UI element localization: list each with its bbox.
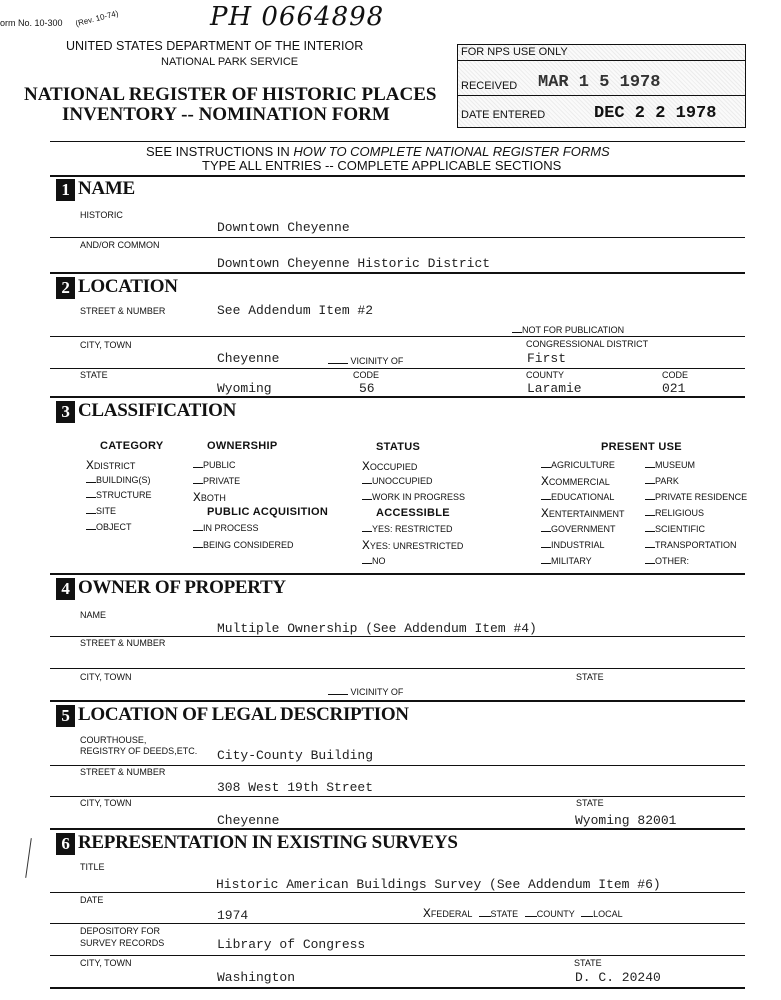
checkmark: X — [193, 490, 201, 505]
section-5-heading — [56, 704, 409, 727]
survey-title-value: Historic American Buildings Survey (See Addendum Item #6) — [216, 877, 661, 892]
option-state: STATE — [490, 909, 519, 919]
section-1-title: NAME — [78, 178, 135, 199]
county-code-label: CODE — [662, 370, 689, 380]
ownership-both — [193, 490, 226, 505]
header-rule — [50, 141, 745, 142]
courthouse-value: City-County Building — [217, 748, 374, 763]
checkmark: X — [362, 459, 370, 474]
blank — [645, 499, 655, 500]
legal-state-value: Wyoming 82001 — [575, 813, 677, 828]
county-value: Laramie — [527, 381, 582, 396]
received-stamp: MAR 1 5 1978 — [538, 73, 661, 92]
street-label: STREET & NUMBER — [80, 306, 166, 316]
status-heading: STATUS — [376, 441, 421, 453]
category-district — [86, 458, 135, 473]
instructions-line2: TYPE ALL ENTRIES -- COMPLETE APPLICABLE SECTIONS — [202, 158, 562, 173]
use-park — [645, 476, 679, 486]
checkmark: X — [362, 538, 370, 553]
blank — [362, 483, 372, 484]
section-1-heading — [56, 178, 135, 201]
blank — [193, 483, 203, 484]
ownership-private — [193, 476, 240, 486]
blank — [362, 499, 372, 500]
use-museum — [645, 460, 695, 470]
access-no — [362, 556, 386, 566]
rule — [50, 955, 745, 956]
survey-city-value: Washington — [217, 970, 296, 985]
status-work-in-progress — [362, 492, 465, 502]
owner-vicinity — [328, 687, 403, 697]
access-unrestricted — [362, 538, 463, 553]
category-site — [86, 506, 116, 516]
blank — [541, 467, 551, 468]
option-label: WORK IN PROGRESS — [372, 492, 466, 502]
legal-street-label: STREET & NUMBER — [80, 767, 166, 777]
section-6-rule — [50, 828, 745, 830]
section-4-rule — [50, 573, 745, 575]
blank — [479, 916, 491, 917]
section-1-rule — [50, 175, 745, 177]
option-label: UNOCCUPIED — [372, 476, 433, 486]
option-label: PRIVATE RESIDENCE — [655, 492, 748, 502]
option-label: TRANSPORTATION — [655, 540, 737, 550]
category-heading: CATEGORY — [100, 440, 164, 452]
blank — [541, 563, 551, 564]
option-label: INDUSTRIAL — [551, 540, 605, 550]
section-6-number: 6 — [56, 833, 75, 855]
section-3-number: 3 — [56, 401, 75, 423]
blank — [645, 483, 655, 484]
blank — [193, 530, 203, 531]
blank — [541, 547, 551, 548]
survey-state-value: D. C. 20240 — [575, 970, 661, 985]
vicinity — [328, 356, 403, 366]
owner-city-label: CITY, TOWN — [80, 672, 132, 682]
use-commercial — [541, 474, 610, 489]
option-label: PARK — [655, 476, 679, 486]
blank — [328, 363, 348, 364]
nps-heading: FOR NPS USE ONLY — [461, 46, 568, 58]
checkmark: X — [423, 906, 431, 921]
survey-level — [423, 906, 623, 921]
legal-city-value: Cheyenne — [217, 813, 280, 828]
blank — [645, 515, 655, 516]
blank — [645, 563, 655, 564]
blank — [86, 513, 96, 514]
margin-mark — [25, 838, 32, 878]
blank — [525, 916, 537, 917]
blank — [362, 531, 372, 532]
public-acquisition-heading: PUBLIC ACQUISITION — [207, 506, 329, 518]
section-1-number: 1 — [56, 179, 75, 201]
survey-title-label: TITLE — [80, 862, 105, 872]
blank — [581, 916, 593, 917]
blank — [86, 529, 96, 530]
checkmark: X — [86, 458, 94, 473]
instructions-line1 — [146, 144, 610, 159]
state-value: Wyoming — [217, 381, 272, 396]
section-2-number: 2 — [56, 277, 75, 299]
not-for-publication — [512, 325, 624, 335]
code-label: CODE — [353, 370, 380, 380]
received-rule — [458, 95, 745, 96]
common-label: AND/OR COMMON — [80, 240, 160, 250]
city-label: CITY, TOWN — [80, 340, 132, 350]
rule — [50, 923, 745, 924]
depository-value: Library of Congress — [217, 937, 366, 952]
option-label: STRUCTURE — [96, 490, 152, 500]
entered-label: DATE ENTERED — [461, 109, 546, 121]
legal-street-value: 308 West 19th Street — [217, 780, 374, 795]
use-educational — [541, 492, 614, 502]
access-restricted — [362, 524, 453, 534]
section-3-title: CLASSIFICATION — [78, 400, 237, 421]
survey-date-label: DATE — [80, 895, 104, 905]
rule — [50, 237, 745, 238]
department: UNITED STATES DEPARTMENT OF THE INTERIOR — [66, 39, 364, 53]
section-2-title: LOCATION — [78, 276, 178, 297]
status-occupied — [362, 459, 417, 474]
accessible-heading: ACCESSIBLE — [376, 507, 450, 519]
form-title-2: INVENTORY -- NOMINATION FORM — [62, 104, 390, 125]
option-label: PRIVATE — [203, 476, 241, 486]
instructions-title: HOW TO COMPLETE NATIONAL REGISTER FORMS — [293, 144, 610, 159]
section-6-title: REPRESENTATION IN EXISTING SURVEYS — [78, 832, 458, 853]
section-3-rule — [50, 396, 745, 398]
blank — [541, 531, 551, 532]
use-other — [645, 556, 689, 566]
checkmark: X — [541, 474, 549, 489]
category-buildings — [86, 475, 151, 485]
state-label: STATE — [80, 370, 108, 380]
received-label: RECEIVED — [461, 80, 518, 92]
option-label: PUBLIC — [203, 460, 236, 470]
section-2-rule — [50, 272, 745, 274]
vicinity-label: VICINITY OF — [350, 356, 404, 366]
county-label: COUNTY — [526, 370, 564, 380]
option-label: EDUCATIONAL — [551, 492, 615, 502]
blank — [645, 467, 655, 468]
use-entertainment — [541, 506, 624, 521]
option-label: RELIGIOUS — [655, 508, 705, 518]
option-federal: FEDERAL — [430, 909, 472, 919]
county-code-value: 021 — [662, 381, 686, 396]
option-label: ENTERTAINMENT — [548, 509, 625, 519]
option-label: MILITARY — [551, 556, 592, 566]
rule — [50, 368, 745, 369]
state-code-value: 56 — [359, 381, 375, 396]
use-religious — [645, 508, 704, 518]
option-label: OCCUPIED — [369, 462, 418, 472]
rule — [50, 336, 745, 337]
use-private-residence — [645, 492, 747, 502]
option-label: OBJECT — [96, 522, 132, 532]
form-number: orm No. 10-300 — [0, 18, 63, 28]
rule — [50, 668, 745, 669]
vicinity-label: VICINITY OF — [350, 687, 404, 697]
blank — [193, 467, 203, 468]
survey-date-value: 1974 — [217, 908, 249, 923]
acquisition-in-process — [193, 523, 259, 533]
agency: NATIONAL PARK SERVICE — [161, 56, 299, 68]
owner-name-value: Multiple Ownership (See Addendum Item #4) — [217, 621, 537, 636]
depository-label-1: DEPOSITORY FOR — [80, 926, 161, 936]
option-county: COUNTY — [536, 909, 575, 919]
section-4-heading — [56, 577, 286, 600]
option-label: GOVERNMENT — [551, 524, 616, 534]
option-label: NO — [372, 556, 386, 566]
instructions-prefix: SEE INSTRUCTIONS IN — [146, 144, 294, 159]
survey-city-label: CITY, TOWN — [80, 958, 132, 968]
option-label: BOTH — [200, 493, 226, 503]
checkmark: X — [541, 506, 549, 521]
option-label: IN PROCESS — [203, 523, 259, 533]
blank — [512, 332, 522, 333]
section-5-title: LOCATION OF LEGAL DESCRIPTION — [78, 704, 409, 725]
owner-state-label: STATE — [576, 672, 604, 682]
use-agriculture — [541, 460, 615, 470]
legal-city-label: CITY, TOWN — [80, 798, 132, 808]
blank — [86, 497, 96, 498]
option-label: YES: UNRESTRICTED — [369, 541, 464, 551]
depository-label-2: SURVEY RECORDS — [80, 938, 165, 948]
section-4-title: OWNER OF PROPERTY — [78, 577, 286, 598]
blank — [362, 563, 372, 564]
not-for-publication-label: NOT FOR PUBLICATION — [522, 325, 625, 335]
rule — [50, 636, 745, 637]
common-value: Downtown Cheyenne Historic District — [217, 256, 491, 271]
ownership-heading: OWNERSHIP — [207, 440, 278, 452]
present-use-heading: PRESENT USE — [601, 441, 682, 453]
option-local: LOCAL — [593, 909, 623, 919]
section-5-number: 5 — [56, 705, 75, 727]
footer-rule — [50, 987, 745, 989]
registry-label: REGISTRY OF DEEDS,ETC. — [80, 746, 198, 756]
use-military — [541, 556, 592, 566]
option-label: SCIENTIFIC — [655, 524, 706, 534]
acquisition-being-considered — [193, 540, 294, 550]
option-label: OTHER: — [655, 556, 690, 566]
city-value: Cheyenne — [217, 351, 280, 366]
historic-label: HISTORIC — [80, 210, 123, 220]
use-scientific — [645, 524, 705, 534]
blank — [645, 531, 655, 532]
option-label: BEING CONSIDERED — [203, 540, 294, 550]
congressional-value: First — [527, 351, 567, 366]
blank — [193, 547, 203, 548]
use-industrial — [541, 540, 605, 550]
entered-stamp: DEC 2 2 1978 — [594, 104, 717, 123]
legal-state-label: STATE — [576, 798, 604, 808]
section-2-heading — [56, 276, 178, 299]
option-label: AGRICULTURE — [551, 460, 615, 470]
option-label: YES: RESTRICTED — [372, 524, 453, 534]
status-unoccupied — [362, 476, 433, 486]
section-4-number: 4 — [56, 578, 75, 600]
nps-use-box — [457, 44, 746, 128]
rule — [50, 796, 745, 797]
option-label: SITE — [96, 506, 117, 516]
use-government — [541, 524, 616, 534]
blank — [328, 694, 348, 695]
nps-heading-rule — [458, 60, 745, 61]
handwritten-id: PH 0664898 — [210, 2, 385, 32]
street-value: See Addendum Item #2 — [217, 303, 374, 318]
congressional-label: CONGRESSIONAL DISTRICT — [526, 339, 649, 349]
option-label: BUILDING(S) — [96, 475, 151, 485]
historic-value: Downtown Cheyenne — [217, 220, 350, 235]
use-transportation — [645, 540, 737, 550]
option-label: COMMERCIAL — [548, 477, 610, 487]
category-object — [86, 522, 132, 532]
blank — [645, 547, 655, 548]
owner-street-label: STREET & NUMBER — [80, 638, 166, 648]
blank — [541, 499, 551, 500]
section-6-heading — [56, 832, 458, 855]
rule — [50, 892, 745, 893]
form-title-1: NATIONAL REGISTER OF HISTORIC PLACES — [24, 84, 437, 105]
ownership-public — [193, 460, 236, 470]
section-3-heading — [56, 400, 236, 423]
category-structure — [86, 490, 152, 500]
owner-name-label: NAME — [80, 610, 107, 620]
revision: (Rev. 10-74) — [74, 8, 120, 29]
survey-state-label: STATE — [574, 958, 602, 968]
blank — [86, 482, 96, 483]
courthouse-label: COURTHOUSE, — [80, 735, 147, 745]
option-label: DISTRICT — [93, 461, 136, 471]
option-label: MUSEUM — [655, 460, 695, 470]
rule — [50, 765, 745, 766]
section-5-rule — [50, 700, 745, 702]
